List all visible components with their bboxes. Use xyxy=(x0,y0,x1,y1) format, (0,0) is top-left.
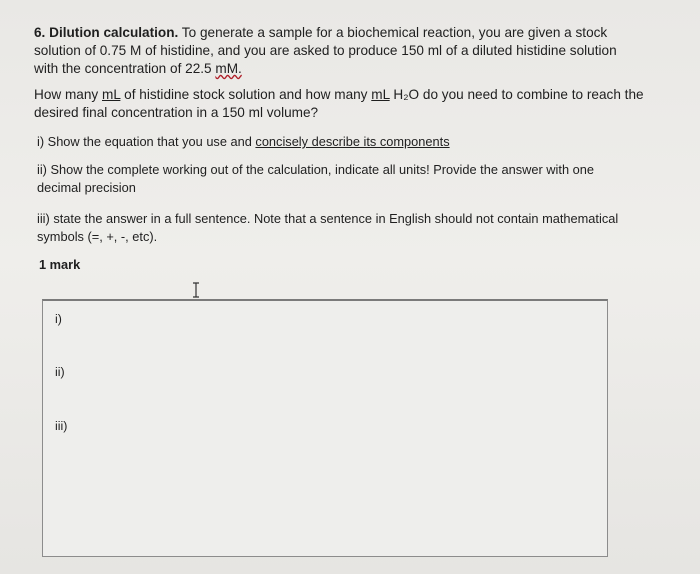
main-text-3: do you need to combine to reach the desired final concentration in a 150 ml volume? xyxy=(34,87,644,120)
answer-label-iii: iii) xyxy=(55,419,68,433)
instruction-ii: ii) Show the complete working out of the calculation, indicate all units! Provide the answer with one decimal precision xyxy=(37,162,594,195)
answer-label-ii: ii) xyxy=(55,365,65,379)
question-intro xyxy=(34,24,644,78)
concentration-unit: mM. xyxy=(215,61,242,76)
question-title: Dilution calculation. xyxy=(49,25,179,40)
question-main xyxy=(34,86,644,122)
question-intro-text: To generate a sample for a biochemical reaction, you are given a stock solution of 0.75 M of histidine, and you are asked to produce 150 ml of a diluted histidine solution with the concentration of 22.5 xyxy=(34,25,617,76)
instruction-i-text: i) Show the equation that you use and xyxy=(37,134,256,149)
unit-ml-2: mL xyxy=(371,87,390,102)
answer-label-i: i) xyxy=(55,312,62,326)
main-text-1: How many xyxy=(34,87,102,102)
instruction-i-underlined: concisely describe its components xyxy=(255,134,450,149)
answer-textbox[interactable] xyxy=(42,299,608,557)
text-cursor-icon xyxy=(190,282,202,298)
water-formula: H₂O xyxy=(389,87,420,102)
unit-ml-1: mL xyxy=(102,87,121,102)
question-number: 6. xyxy=(34,25,46,40)
instruction-iii: iii) state the answer in a full sentence. Note that a sentence in English should not contain mathematical symbols (=, +, -, etc). xyxy=(37,211,619,244)
instruction-i xyxy=(37,133,637,151)
main-text-2: of histidine stock solution and how many xyxy=(120,87,372,102)
marks-label: 1 mark xyxy=(39,257,81,272)
